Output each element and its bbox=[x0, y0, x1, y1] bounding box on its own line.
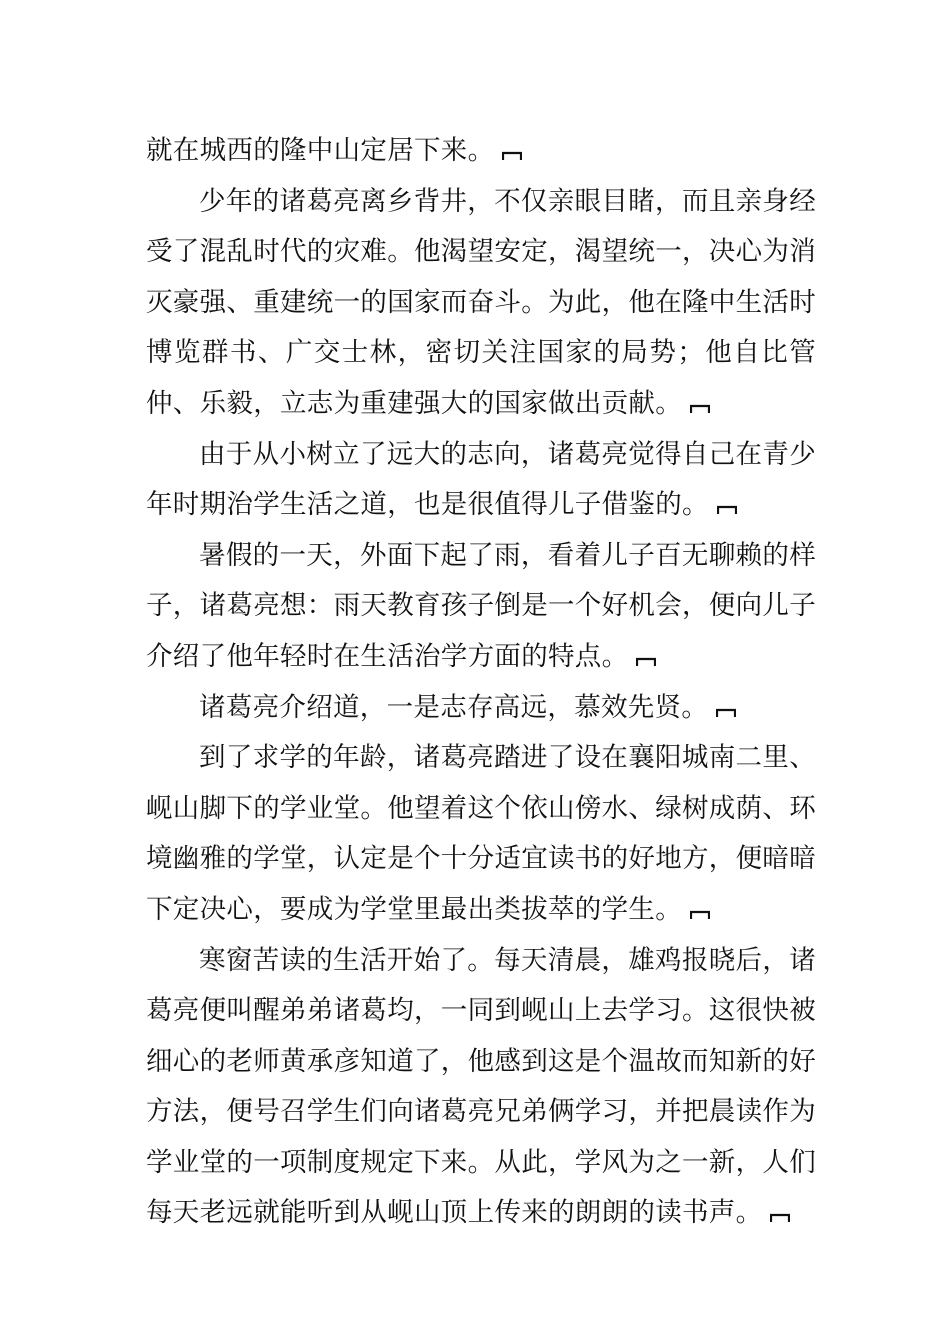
paragraph-7-text: 寒窗苦读的生活开始了。每天清晨，雄鸡报晓后，诸葛亮便叫醒弟弟诸葛均，一同到岘山上去学习。这很快被细心的老师黄承彦知道了，他感到这是个温故而知新的好方法，便号召学生们向诸葛亮兄弟俩学习，并把晨读作为学业堂的一项制度规定下来。从此，学风为之一新，人们每天老远就能听到从岘山顶上传来的朗朗的读书声。 bbox=[146, 944, 816, 1229]
paragraph-return-mark-icon bbox=[716, 707, 736, 717]
paragraph-3 bbox=[146, 430, 816, 531]
paragraph-6-text: 到了求学的年龄，诸葛亮踏进了设在襄阳城南二里、岘山脚下的学业堂。他望着这个依山傍水、绿树成荫、环境幽雅的学堂，认定是个十分适宜读书的好地方，便暗暗下定决心，要成为学堂里最出类拔萃的学生。 bbox=[146, 742, 816, 925]
paragraph-return-mark-icon bbox=[690, 909, 710, 919]
paragraph-3-text: 由于从小树立了远大的志向，诸葛亮觉得自己在青少年时期治学生活之道，也是很值得儿子借鉴的。 bbox=[146, 438, 816, 521]
paragraph-4 bbox=[146, 531, 816, 683]
paragraph-5 bbox=[146, 683, 816, 734]
paragraph-return-mark-icon bbox=[690, 403, 710, 413]
paragraph-return-mark-icon bbox=[636, 656, 656, 666]
paragraph-2 bbox=[146, 177, 816, 430]
paragraph-2-text: 少年的诸葛亮离乡背井，不仅亲眼目睹，而且亲身经受了混乱时代的灾难。他渴望安定，渴望统一，决心为消灭豪强、重建统一的国家而奋斗。为此，他在隆中生活时博览群书、广交士林，密切关注国家的局势；他自比管仲、乐毅，立志为重建强大的国家做出贡献。 bbox=[146, 185, 816, 419]
paragraph-1-text: 就在城西的隆中山定居下来。 bbox=[146, 135, 495, 166]
paragraph-6 bbox=[146, 733, 816, 935]
paragraph-7 bbox=[146, 936, 816, 1240]
document-body bbox=[146, 126, 816, 1239]
paragraph-4-text: 暑假的一天，外面下起了雨，看着儿子百无聊赖的样子，诸葛亮想：雨天教育孩子倒是一个好机会，便向儿子介绍了他年轻时在生活治学方面的特点。 bbox=[146, 539, 816, 672]
paragraph-return-mark-icon bbox=[717, 504, 737, 514]
paragraph-1 bbox=[146, 126, 816, 177]
paragraph-5-text: 诸葛亮介绍道，一是志存高远，慕效先贤。 bbox=[199, 691, 709, 723]
paragraph-return-mark-icon bbox=[770, 1212, 790, 1222]
paragraph-return-mark-icon bbox=[502, 150, 522, 160]
